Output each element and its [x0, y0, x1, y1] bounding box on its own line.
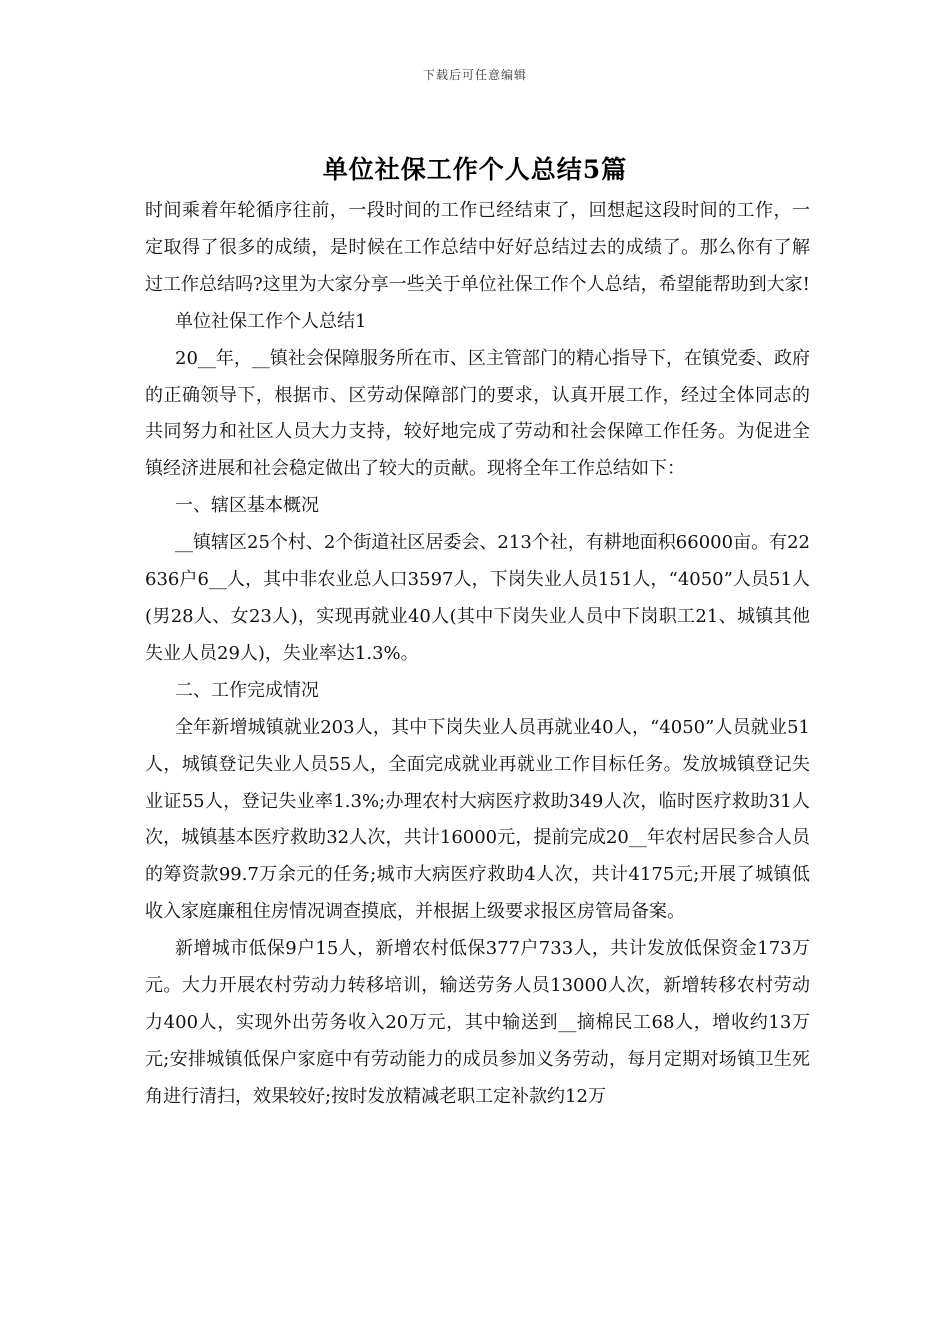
work-completion-paragraph: 全年新增城镇就业203人，其中下岗失业人员再就业40人，“4050”人员就业51人，城镇登记失业人员55人，全面完成就业再就业工作目标任务。发放城镇登记失业证55人，登记失业率1.3%;办理农村大病医疗救助349人次，临时医疗救助31人次，城镇基本医疗救助32人次，共计16000元，提前完成20__年农村居民参合人员的筹资款99.7万余元的任务;城市大病医疗救助4人次，共计4175元;开展了城镇低收入家庭廉租住房情况调查摸底，并根据上级要求报区房管局备案。: [145, 716, 810, 923]
area-overview-paragraph: __镇辖区25个村、2个街道社区居委会、213个社，有耕地面积66000亩。有22636户6__人，其中非农业总人口3597人，下岗失业人员151人，“4050”人员51人(男28人、女23人)，实现再就业40人(其中下岗失业人员中下岗职工21、城镇其他失业人员29人)，失业率达1.3%。: [145, 532, 810, 664]
intro-paragraph: 时间乘着年轮循序往前，一段时间的工作已经结束了，回想起这段时间的工作，一定取得了很多的成绩，是时候在工作总结中好好总结过去的成绩了。那么你有了解过工作总结吗?这里为大家分享一些关于单位社保工作个人总结，希望能帮助到大家!: [145, 200, 810, 295]
document-body: [145, 193, 810, 1116]
page-header-note: 下载后可任意编辑: [422, 68, 527, 82]
document-title: 单位社保工作个人总结5篇: [322, 155, 628, 184]
subheading-area-overview: 一、辖区基本概况: [175, 495, 319, 517]
summary-1-opening-paragraph: 20__年，__镇社会保障服务所在市、区主管部门的精心指导下，在镇党委、政府的正确领导下，根据市、区劳动保障部门的要求，认真开展工作，经过全体同志的共同努力和社区人员大力支持，较好地完成了劳动和社会保障工作任务。为促进全镇经济进展和社会稳定做出了较大的贡献。现将全年工作总结如下：: [145, 347, 810, 480]
low-income-support-paragraph: 新增城市低保9户15人，新增农村低保377户733人，共计发放低保资金173万元。大力开展农村劳动力转移培训，输送劳务人员13000人次，新增转移农村劳动力400人，实现外出劳务收入20万元，其中输送到__摘棉民工68人，增收约13万元;安排城镇低保户家庭中有劳动能力的成员参加义务劳动，每月定期对场镇卫生死角进行清扫，效果较好;按时发放精减老职工定补款约12万: [145, 938, 810, 1107]
section-heading-summary-1: 单位社保工作个人总结1: [175, 310, 367, 332]
subheading-work-completion: 二、工作完成情况: [175, 679, 319, 701]
